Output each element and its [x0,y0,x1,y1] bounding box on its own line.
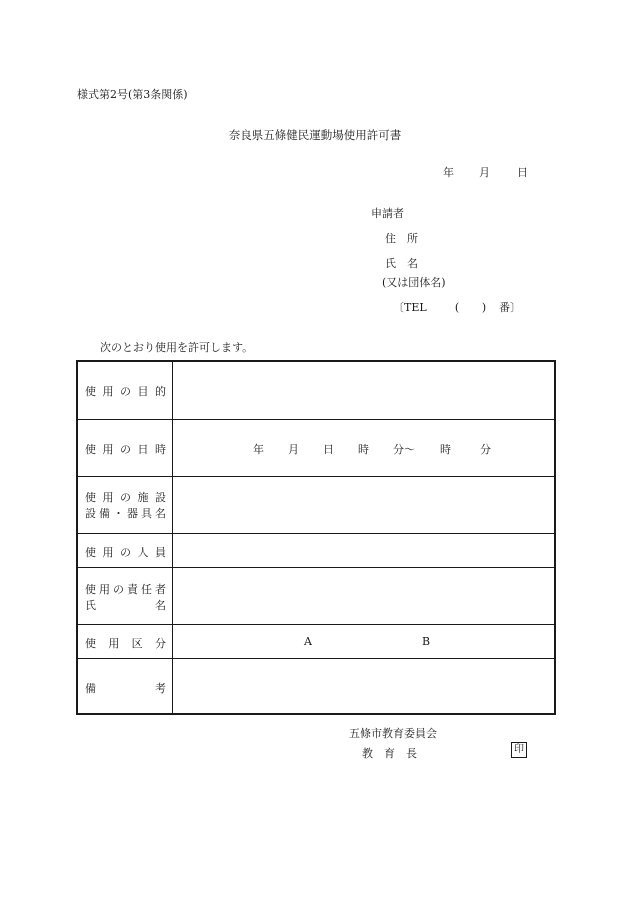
row-remarks [78,659,554,715]
remarks-label: 備 考 [78,659,173,715]
purpose-label: 使 用 の 目 的 [78,362,173,419]
purpose-value[interactable] [173,362,554,419]
row-usage-classification [78,625,554,659]
datetime-start-minute: 分〜 [393,443,415,456]
date-day: 日 [517,166,528,179]
datetime-start-hour: 時 [358,443,369,456]
datetime-day: 日 [323,443,334,456]
group-name-note: (又は団体名) [382,276,446,289]
row-facility [78,477,554,534]
date-year: 年 [443,166,454,179]
document-title: 奈良県五條健民運動場使用許可書 [228,128,402,142]
usage-classification-value [173,625,554,658]
seal-stamp-box: 印 [511,742,527,758]
tel-line [393,299,521,315]
permit-table [76,360,556,715]
address-label: 住 所 [385,232,418,245]
headcount-value[interactable] [173,534,554,567]
tel-left-paren: ( [454,301,460,314]
row-headcount [78,534,554,568]
remarks-value[interactable] [173,659,554,715]
headcount-label: 使 用 の 人 員 [78,534,173,567]
applicant-heading: 申請者 [371,207,404,220]
date-month: 月 [479,166,490,179]
usage-classification-label: 使 用 区 分 [78,625,173,658]
name-label: 氏 名 [385,257,418,270]
intro-text: 次のとおり使用を許可します。 [100,341,254,354]
datetime-label: 使 用 の 日 時 [78,420,173,476]
datetime-month: 月 [288,443,299,456]
form-number: 様式第2号(第3条関係) [77,88,188,101]
usage-option-b[interactable]: B [422,635,431,648]
board-of-education: 五條市教育委員会 [349,727,437,740]
responsible-person-value[interactable] [173,568,554,624]
facility-label: 使 用 の 施 設 設 備 ・ 器 具 名 [78,477,173,533]
datetime-value[interactable] [173,420,554,476]
responsible-person-label: 使 用 の 責 任 者 氏 名 [78,568,173,624]
datetime-end-minute: 分 [480,443,491,456]
facility-value[interactable] [173,477,554,533]
datetime-year: 年 [253,443,264,456]
row-datetime [78,420,554,477]
usage-option-a[interactable]: A [304,635,312,648]
tel-label: 〔TEL [393,301,427,314]
tel-right-paren: ) [481,301,487,314]
tel-suffix: 番〕 [499,301,521,314]
superintendent-title: 教 育 長 [362,747,417,760]
issue-date [443,164,528,180]
datetime-end-hour: 時 [440,443,451,456]
row-purpose [78,362,554,420]
row-responsible-person [78,568,554,625]
